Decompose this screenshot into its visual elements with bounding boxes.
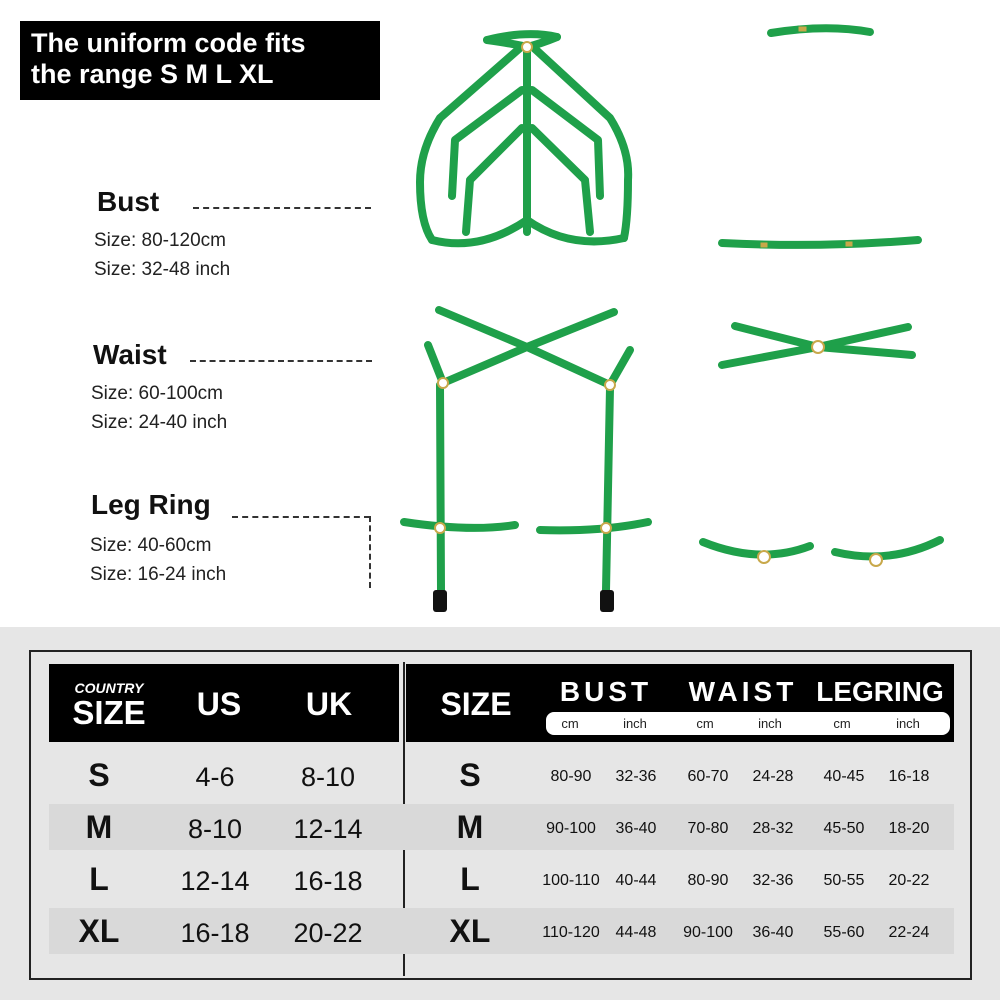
country-size-header — [49, 664, 399, 742]
bra-back-illustration — [722, 28, 918, 245]
leg-ring-label: Leg Ring — [91, 489, 211, 520]
waist-size-cm: Size: 60-100cm — [91, 383, 224, 404]
headline-line-1: The uniform code fits — [31, 28, 306, 58]
row-bust-inch: 36-40 — [615, 820, 657, 837]
row-bust-inch: 32-36 — [615, 768, 657, 785]
waist-size-inch: Size: 24-40 inch — [91, 412, 228, 433]
header-uk: UK — [305, 686, 353, 722]
row-uk: 20-22 — [293, 918, 363, 948]
row-us: 12-14 — [180, 866, 250, 896]
row-size: S — [88, 757, 110, 793]
row-legring-inch: 16-18 — [888, 768, 930, 785]
row-bust-cm: 80-90 — [550, 768, 592, 785]
unit-bust-inch: inch — [623, 716, 647, 731]
row-legring-inch: 22-24 — [888, 924, 930, 941]
row-waist-cm: 60-70 — [687, 768, 729, 785]
unit-legring-inch: inch — [896, 716, 920, 731]
row-size: L — [89, 861, 109, 897]
header-legring: LEGRING — [816, 676, 944, 707]
garter-front-illustration — [404, 310, 648, 590]
row-size-right: S — [459, 757, 481, 793]
header-waist: WAIST — [688, 676, 798, 707]
row-waist-cm: 80-90 — [687, 872, 729, 889]
row-waist-cm: 70-80 — [687, 820, 729, 837]
row-waist-inch: 32-36 — [752, 872, 794, 889]
leg-rings-illustration — [703, 540, 940, 556]
headline-line-2: the range S M L XL — [31, 59, 274, 89]
row-us: 16-18 — [180, 918, 250, 948]
unit-waist-cm: cm — [696, 716, 714, 731]
row-waist-inch: 36-40 — [752, 924, 794, 941]
leg-ring-size-inch: Size: 16-24 inch — [90, 564, 227, 585]
header-bust: BUST — [559, 676, 653, 707]
row-legring-cm: 40-45 — [823, 768, 865, 785]
row-size-right: XL — [449, 913, 491, 949]
row-legring-inch: 18-20 — [888, 820, 930, 837]
bust-size-cm: Size: 80-120cm — [94, 230, 227, 251]
row-size-right: M — [456, 809, 484, 845]
bra-front-illustration — [420, 34, 628, 243]
row-bust-inch: 44-48 — [615, 924, 657, 941]
leg-ring-size-cm: Size: 40-60cm — [90, 535, 212, 556]
row-uk: 16-18 — [293, 866, 363, 896]
row-us: 8-10 — [187, 814, 243, 844]
row-waist-cm: 90-100 — [683, 924, 733, 941]
row-bust-cm: 90-100 — [546, 820, 596, 837]
row-legring-cm: 50-55 — [823, 872, 865, 889]
header-country: COUNTRY — [74, 680, 144, 696]
row-legring-cm: 55-60 — [823, 924, 865, 941]
row-bust-cm: 110-120 — [542, 924, 600, 941]
unit-bust-cm: cm — [561, 716, 579, 731]
row-bust-cm: 100-110 — [542, 872, 600, 889]
row-bust-inch: 40-44 — [615, 872, 657, 889]
row-uk: 8-10 — [300, 762, 356, 792]
header-country-size: SIZE — [72, 694, 146, 731]
row-waist-inch: 28-32 — [752, 820, 794, 837]
row-us: 4-6 — [195, 762, 235, 792]
header-size: SIZE — [440, 686, 512, 722]
bust-label: Bust — [97, 186, 160, 217]
unit-waist-inch: inch — [758, 716, 782, 731]
row-size: XL — [78, 913, 120, 949]
row-size: M — [85, 809, 113, 845]
row-size-right: L — [460, 861, 480, 897]
bust-size-inch: Size: 32-48 inch — [94, 259, 231, 280]
row-waist-inch: 24-28 — [752, 768, 794, 785]
row-uk: 12-14 — [293, 814, 363, 844]
unit-legring-cm: cm — [833, 716, 851, 731]
row-legring-inch: 20-22 — [888, 872, 930, 889]
row-legring-cm: 45-50 — [823, 820, 865, 837]
waist-label: Waist — [93, 339, 167, 370]
header-us: US — [196, 686, 242, 722]
